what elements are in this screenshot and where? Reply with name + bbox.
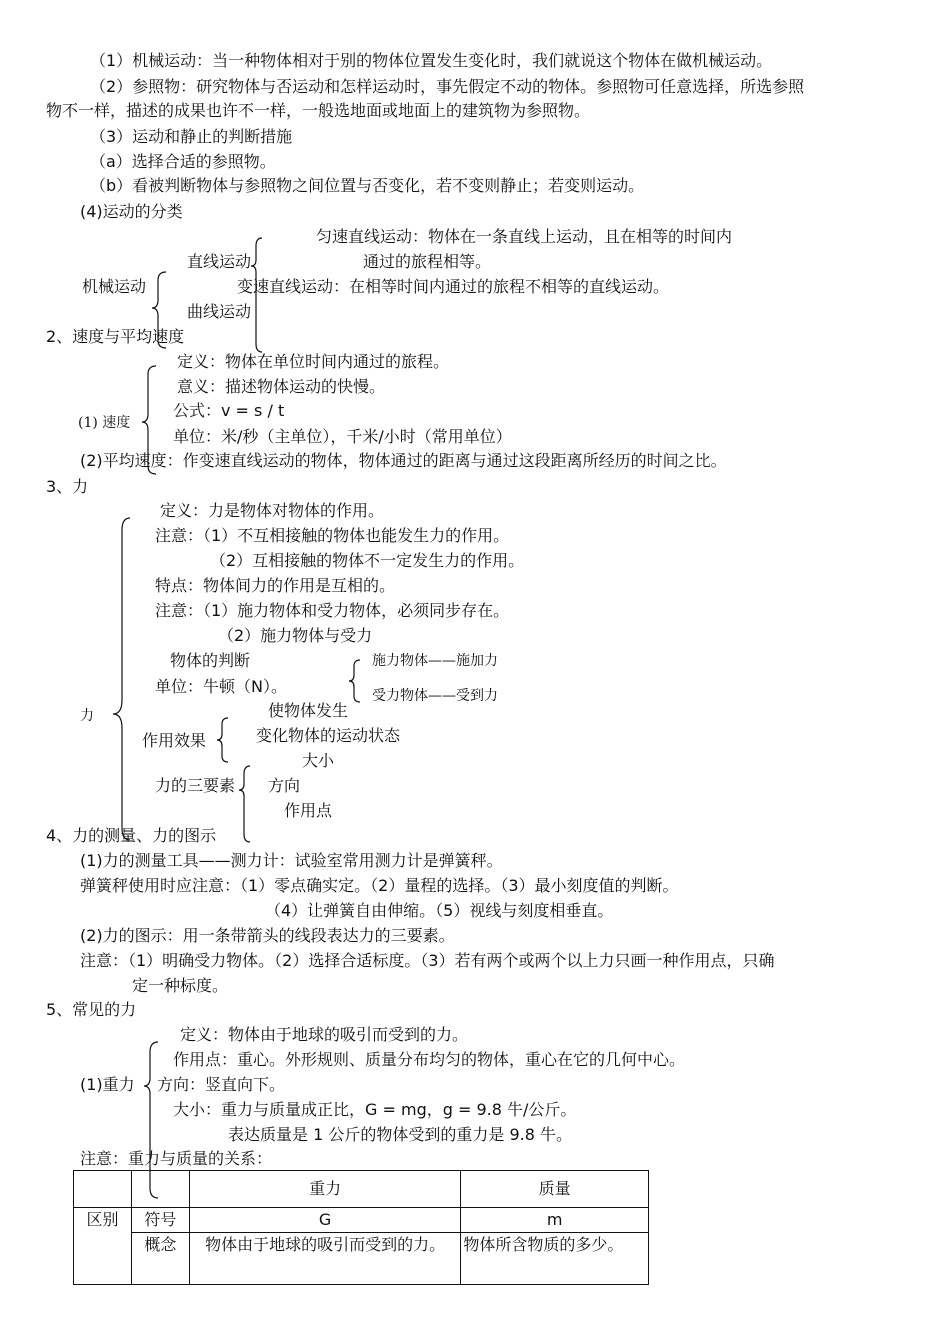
text-curved-motion: 曲线运动: [187, 302, 252, 321]
gravity-mass-table: [73, 1170, 649, 1285]
brace-effect: [216, 716, 232, 764]
table-cell-empty: [74, 1171, 132, 1208]
text-uniform-motion-cont: 通过的旅程相等。: [363, 252, 492, 271]
text-speed-meaning: 意义：描述物体运动的快慢。: [177, 377, 386, 396]
table-cell-mass-concept: 物体所含物质的多少。: [461, 1233, 649, 1285]
text-motion-classification: (4)运动的分类: [80, 202, 183, 221]
text-variable-motion: 变速直线运动：在相等时间内通过的旅程不相等的直线运动。: [237, 277, 670, 296]
text-force-label: 力: [80, 708, 94, 724]
text-gravity-direction: 方向：竖直向下。: [157, 1075, 286, 1094]
text-speed-definition: 定义：物体在单位时间内通过的旅程。: [177, 352, 450, 371]
text-force-note1b: （2）互相接触的物体不一定发生力的作用。: [210, 551, 525, 570]
text-speed-unit: 单位：米/秒（主单位），千米/小时（常用单位）: [173, 427, 512, 446]
table-row-concept-label: 概念: [131, 1233, 189, 1285]
text-diagram-notes: 注意：（1）明确受力物体。（2）选择合适标度。（3）若有两个或两个以上力只画一种作用点，只确: [80, 951, 775, 970]
text-three-elements-label: 力的三要素: [155, 776, 236, 795]
text-force-note2: 注意：（1）施力物体和受力物体，必须同步存在。: [155, 601, 510, 620]
text-three-elements-direction: 方向: [268, 776, 301, 795]
text-measure-tool: (1)力的测量工具——测力计：试验室常用测力计是弹簧秤。: [80, 851, 503, 870]
text-gravity-definition: 定义：物体由于地球的吸引而受到的力。: [180, 1025, 469, 1044]
table-cell-empty: [131, 1171, 189, 1208]
text-force-judge: 物体的判断: [170, 651, 251, 670]
text-force-definition: 定义：力是物体对物体的作用。: [160, 501, 385, 520]
text-linear-motion: 直线运动: [187, 252, 252, 271]
text-effect-label: 作用效果: [142, 731, 207, 750]
text-force-note1: 注意：（1）不互相接触的物体也能发生力的作用。: [155, 526, 510, 545]
table-row-symbol-label: 符号: [131, 1208, 189, 1233]
heading-speed: 2、速度与平均速度: [46, 327, 185, 346]
text-mech-motion-label: 机械运动: [82, 277, 147, 296]
text-gravity-size-cont: 表达质量是 1 公斤的物体受到的重力是 9.8 牛。: [228, 1125, 572, 1144]
text-reference-object-cont: 物不一样，描述的成果也许不一样，一般选地面或地面上的建筑物为参照物。: [46, 101, 591, 120]
text-spring-scale-notes-cont: （4）让弹簧自由伸缩。（5）视线与刻度相垂直。: [265, 901, 614, 920]
table-row-group-label: 区别: [74, 1208, 132, 1285]
text-three-elements-size: 大小: [302, 751, 335, 770]
text-mechanical-motion: （1）机械运动：当一种物体相对于别的物体位置发生变化时，我们就说这个物体在做机械运动。: [90, 51, 773, 70]
text-force-feature: 特点：物体间力的作用是互相的。: [155, 576, 396, 595]
heading-force: 3、力: [46, 477, 89, 496]
brace-force: [110, 516, 134, 842]
text-judge-b: （b）看被判断物体与参照物之间位置与否变化，若不变则静止；若变则运动。: [90, 176, 645, 195]
heading-force-measure: 4、力的测量、力的图示: [46, 826, 217, 845]
brace-linear-motion: [250, 236, 266, 354]
text-effect-motion: 变化物体的运动状态: [256, 726, 401, 745]
text-force-unit: 单位：牛顿（N）。: [155, 677, 287, 696]
heading-common-forces: 5、常见的力: [46, 1000, 137, 1019]
text-spring-scale-notes: 弹簧秤使用时应注意：（1）零点确实定。（2）量程的选择。（3）最小刻度值的判断。: [80, 876, 679, 895]
text-three-elements-point: 作用点: [284, 801, 333, 820]
text-receiving-object: 受力物体——受到力: [372, 688, 498, 704]
text-diagram-notes-cont: 定一种标度。: [132, 976, 229, 995]
text-reference-object: （2）参照物：研究物体与否运动和怎样运动时，事先假定不动的物体。参照物可任意选择，所选参照: [90, 77, 805, 96]
text-speed-label: (1) 速度: [78, 415, 131, 431]
text-average-speed: (2)平均速度：作变速直线运动的物体，物体通过的距离与通过这段距离所经历的时间之比。: [80, 451, 727, 470]
table-cell-gravity-symbol: G: [189, 1208, 461, 1233]
text-judge-method: （3）运动和静止的判断措施: [90, 127, 293, 146]
text-force-diagram: (2)力的图示：用一条带箭头的线段表达力的三要素。: [80, 926, 455, 945]
text-effect-deform: 使物体发生: [268, 701, 349, 720]
text-gravity-mass-note: 注意：重力与质量的关系：: [80, 1149, 273, 1168]
text-gravity-size: 大小：重力与质量成正比，G = mg，g = 9.8 牛/公斤。: [173, 1100, 577, 1119]
text-applying-object: 施力物体——施加力: [372, 653, 498, 669]
brace-force-objects: [348, 658, 364, 704]
brace-three-elements: [238, 764, 254, 844]
text-gravity-label: (1)重力: [80, 1075, 135, 1094]
text-uniform-motion: 匀速直线运动：物体在一条直线上运动，且在相等的时间内: [316, 227, 733, 246]
text-force-note2b: （2）施力物体与受力: [218, 626, 373, 645]
table-cell-mass-symbol: m: [461, 1208, 649, 1233]
text-speed-formula: 公式：v = s / t: [173, 401, 285, 420]
table-cell-gravity-concept: 物体由于地球的吸引而受到的力。: [189, 1233, 461, 1285]
table-header-mass: 质量: [461, 1171, 649, 1208]
text-judge-a: （a）选择合适的参照物。: [90, 152, 276, 171]
table-header-gravity: 重力: [189, 1171, 461, 1208]
text-gravity-point: 作用点：重心。外形规则、质量分布均匀的物体，重心在它的几何中心。: [173, 1050, 686, 1069]
